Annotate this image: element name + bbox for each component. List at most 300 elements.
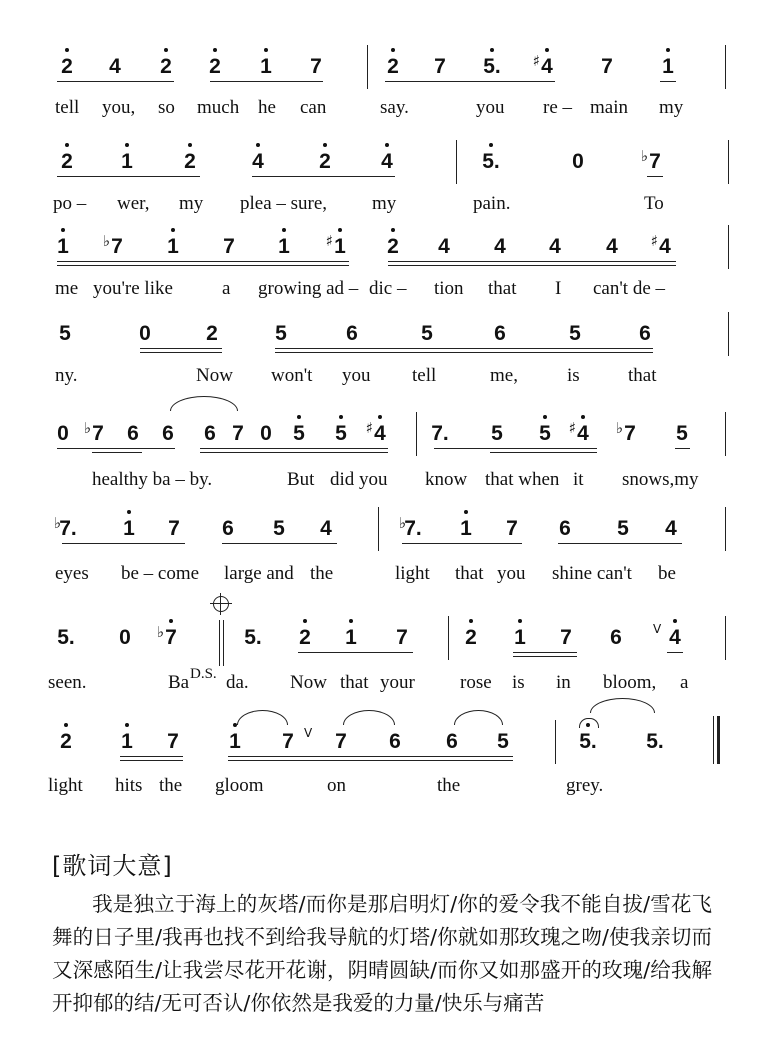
note-digit: 0 <box>139 322 151 345</box>
note-digit: 4 <box>549 235 561 258</box>
beam-underline <box>660 81 676 82</box>
lyric-word: that <box>340 672 369 693</box>
note-digit: 4 <box>438 235 450 258</box>
high-octave-dot-icon <box>391 48 395 52</box>
note <box>532 52 558 79</box>
lyric-word: your <box>380 672 415 693</box>
lyric-word: won't <box>271 365 313 386</box>
beam-underline <box>57 81 174 82</box>
lyric-word: know <box>425 469 468 490</box>
high-octave-dot-icon <box>65 48 69 52</box>
note <box>83 419 109 446</box>
high-octave-dot-icon <box>385 143 389 147</box>
note <box>365 419 391 446</box>
lyric-word: can <box>300 97 327 118</box>
bar-line <box>456 140 457 184</box>
double-bar-line <box>219 620 220 666</box>
lyric-word: Now <box>290 672 327 693</box>
note-digit: 7 <box>601 55 613 78</box>
lyric-word: plea – sure, <box>240 193 328 214</box>
lyric-word: can't de – <box>593 278 666 299</box>
note <box>615 419 641 446</box>
lyric-word: say. <box>380 97 409 118</box>
note <box>492 730 514 754</box>
note <box>341 322 363 346</box>
high-octave-dot-icon <box>297 415 301 419</box>
breath-mark-icon: V <box>653 622 662 636</box>
high-octave-dot-icon <box>666 48 670 52</box>
lyric-word: wer, <box>117 193 150 214</box>
note <box>52 235 74 259</box>
beam-underline <box>490 448 597 449</box>
note-digit: 2 <box>209 55 221 78</box>
note-digit: 6 <box>389 730 401 753</box>
note-digit: 4 <box>252 150 264 173</box>
note <box>294 626 316 650</box>
high-octave-dot-icon <box>282 228 286 232</box>
note-digit: 4 <box>659 235 671 258</box>
note-digit: 7 <box>560 626 572 649</box>
lyrics-translation-paragraph <box>52 888 712 1020</box>
high-octave-dot-icon <box>391 228 395 232</box>
note <box>657 55 679 79</box>
note <box>340 626 362 650</box>
lyric-word: da. <box>226 672 249 693</box>
lyric-word: growing ad – <box>258 278 359 299</box>
high-octave-dot-icon <box>464 510 468 514</box>
note-digit: 5 <box>335 422 347 445</box>
bar-line <box>725 412 726 456</box>
note <box>382 235 404 259</box>
note-digit: 1 <box>121 150 133 173</box>
note-digit: 6 <box>610 626 622 649</box>
note <box>391 626 413 650</box>
beam-underline <box>92 448 142 449</box>
lyric-word: my <box>372 193 397 214</box>
sharp-icon: ♯ <box>568 419 576 437</box>
note-digit: 5 <box>273 517 285 540</box>
note <box>255 55 277 79</box>
lyric-word: bloom, <box>603 672 657 693</box>
lyric-word: eyes <box>55 563 89 584</box>
coda-sign-icon <box>213 596 229 612</box>
ds-marking: D.S. <box>190 666 217 682</box>
lyric-word: my <box>659 97 684 118</box>
note <box>660 517 682 541</box>
note-digit: 1 <box>229 730 241 753</box>
high-octave-dot-icon <box>323 143 327 147</box>
high-octave-dot-icon <box>543 415 547 419</box>
note-digit: 7 <box>335 730 347 753</box>
note <box>242 626 264 650</box>
high-octave-dot-icon <box>64 723 68 727</box>
note-digit: 5. <box>482 150 500 173</box>
note-digit: 7 <box>649 150 661 173</box>
note <box>429 422 451 446</box>
high-octave-dot-icon <box>264 48 268 52</box>
note-digit: 0 <box>260 422 272 445</box>
note <box>382 55 404 79</box>
note <box>605 626 627 650</box>
high-octave-dot-icon <box>338 228 342 232</box>
tie-slur-arc <box>237 710 288 725</box>
lyric-word: I <box>555 278 562 299</box>
note <box>376 150 398 174</box>
note-digit: 1 <box>167 235 179 258</box>
high-octave-dot-icon <box>489 143 493 147</box>
note <box>554 517 576 541</box>
note <box>612 517 634 541</box>
note <box>429 55 451 79</box>
lyric-word: Now <box>196 365 233 386</box>
note-digit: 2 <box>299 626 311 649</box>
note <box>416 322 438 346</box>
note-digit: 7 <box>165 626 177 649</box>
sharp-icon: ♯ <box>365 419 373 437</box>
sharp-icon: ♯ <box>325 232 333 250</box>
note-digit: 7. <box>404 517 422 540</box>
lyric-word: be <box>658 563 676 584</box>
note-digit: 2 <box>184 150 196 173</box>
lyric-word: the <box>437 775 461 796</box>
bar-line <box>728 312 729 356</box>
note-digit: 6 <box>494 322 506 345</box>
note-digit: 6 <box>204 422 216 445</box>
lyric-word: it <box>573 469 584 490</box>
note <box>315 517 337 541</box>
note-digit: 5 <box>676 422 688 445</box>
high-octave-dot-icon <box>303 619 307 623</box>
lyric-word: you, <box>102 97 136 118</box>
note <box>116 730 138 754</box>
beam-underline <box>222 543 337 544</box>
note <box>55 730 77 754</box>
note <box>227 422 249 446</box>
high-octave-dot-icon <box>171 228 175 232</box>
beam-underline-second <box>513 656 577 657</box>
beam-underline <box>140 348 222 349</box>
note <box>224 730 246 754</box>
bar-line <box>555 720 556 764</box>
note <box>270 322 292 346</box>
note <box>255 422 277 446</box>
beam-underline <box>513 652 577 653</box>
note <box>501 517 523 541</box>
lyric-word: light <box>48 775 83 796</box>
high-octave-dot-icon <box>490 48 494 52</box>
double-bar-line <box>223 620 224 666</box>
lyric-word: snows,my <box>622 469 699 490</box>
note-digit: 2 <box>465 626 477 649</box>
lyric-word: my <box>179 193 204 214</box>
note <box>201 322 223 346</box>
note-digit: 7 <box>396 626 408 649</box>
note <box>455 517 477 541</box>
lyric-word: gloom <box>215 775 264 796</box>
note <box>567 150 589 174</box>
lyric-word: po – <box>53 193 87 214</box>
lyric-word: pain. <box>473 193 511 214</box>
beam-underline <box>57 261 349 262</box>
bar-line <box>448 616 449 660</box>
lyric-word: re – <box>543 97 573 118</box>
note-digit: 2 <box>387 235 399 258</box>
lyric-word: that <box>488 278 517 299</box>
lyric-word: healthy ba – by. <box>92 469 213 490</box>
note-digit: 1 <box>123 517 135 540</box>
beam-underline <box>57 176 200 177</box>
note-digit: 7. <box>431 422 449 445</box>
breath-mark-icon: V <box>304 726 313 740</box>
note <box>273 235 295 259</box>
note-digit: 6 <box>446 730 458 753</box>
note <box>489 235 511 259</box>
note-digit: 7 <box>92 422 104 445</box>
flat-icon: ♭ <box>53 514 61 532</box>
note <box>54 322 76 346</box>
high-octave-dot-icon <box>349 619 353 623</box>
note-digit: 5 <box>569 322 581 345</box>
high-octave-dot-icon <box>378 415 382 419</box>
note <box>486 422 508 446</box>
note <box>157 422 179 446</box>
high-octave-dot-icon <box>256 143 260 147</box>
beam-underline-second <box>140 352 222 353</box>
beam-underline <box>200 448 388 449</box>
note <box>122 422 144 446</box>
flat-icon: ♭ <box>156 623 164 641</box>
note <box>199 422 221 446</box>
lyrics-meaning-heading: [歌词大意] <box>52 852 173 880</box>
lyric-word: did you <box>330 469 388 490</box>
high-octave-dot-icon <box>545 48 549 52</box>
note <box>441 730 463 754</box>
note <box>268 517 290 541</box>
note <box>330 422 352 446</box>
lyric-word: dic – <box>369 278 407 299</box>
note <box>509 626 531 650</box>
sharp-icon: ♯ <box>532 52 540 70</box>
note-digit: 1 <box>662 55 674 78</box>
note-digit: 7 <box>310 55 322 78</box>
beam-underline-second <box>92 452 142 453</box>
note-digit: 4 <box>320 517 332 540</box>
note-digit: 1 <box>57 235 69 258</box>
note <box>277 730 299 754</box>
note-digit: 1 <box>514 626 526 649</box>
high-octave-dot-icon <box>127 510 131 514</box>
lyric-word: the <box>310 563 334 584</box>
lyric-word: on <box>327 775 346 796</box>
lyric-word: main <box>590 97 628 118</box>
note-digit: 5 <box>617 517 629 540</box>
note <box>634 322 656 346</box>
note-digit: 7 <box>434 55 446 78</box>
note-digit: 1 <box>278 235 290 258</box>
beam-underline-second <box>57 265 349 266</box>
note-digit: 7 <box>624 422 636 445</box>
note <box>330 730 352 754</box>
lyric-word: you <box>342 365 371 386</box>
high-octave-dot-icon <box>65 143 69 147</box>
note-digit: 1 <box>334 235 346 258</box>
high-octave-dot-icon <box>188 143 192 147</box>
note-digit: 2 <box>61 150 73 173</box>
lyric-word: you <box>497 563 526 584</box>
high-octave-dot-icon <box>518 619 522 623</box>
note <box>644 730 666 754</box>
lyric-word: the <box>159 775 183 796</box>
beam-underline-second <box>275 352 653 353</box>
note <box>217 517 239 541</box>
note <box>134 322 156 346</box>
bar-line <box>378 507 379 551</box>
lyric-word: tell <box>412 365 437 386</box>
bar-line <box>725 616 726 660</box>
note <box>577 730 599 754</box>
note-digit: 7 <box>223 235 235 258</box>
note <box>384 730 406 754</box>
note-digit: 5. <box>483 55 501 78</box>
flat-icon: ♭ <box>83 419 91 437</box>
note <box>481 55 503 79</box>
note <box>116 150 138 174</box>
beam-underline <box>252 176 395 177</box>
beam-underline <box>298 652 413 653</box>
lyric-word: shine can't <box>552 563 632 584</box>
flat-icon: ♭ <box>102 232 110 250</box>
note-digit: 0 <box>57 422 69 445</box>
note-digit: 5 <box>59 322 71 345</box>
beam-underline <box>120 756 183 757</box>
bar-line <box>725 507 726 551</box>
tie-slur-arc <box>343 710 395 725</box>
note <box>162 235 184 259</box>
note-digit: 6 <box>346 322 358 345</box>
note-digit: 2 <box>206 322 218 345</box>
high-octave-dot-icon <box>61 228 65 232</box>
note-digit: 4 <box>606 235 618 258</box>
lyric-word: seen. <box>48 672 87 693</box>
note <box>568 419 594 446</box>
note-digit: 4 <box>381 150 393 173</box>
note-digit: 7 <box>232 422 244 445</box>
note-digit: 7 <box>506 517 518 540</box>
lyric-word: me, <box>490 365 518 386</box>
note <box>480 150 502 174</box>
note-digit: 4 <box>494 235 506 258</box>
note-digit: 4 <box>374 422 386 445</box>
beam-underline-second <box>490 452 597 453</box>
note-digit: 4 <box>669 626 681 649</box>
lyric-word: But <box>287 469 315 490</box>
note-digit: 4 <box>109 55 121 78</box>
note-digit: 0 <box>119 626 131 649</box>
lyric-word: hits <box>115 775 143 796</box>
note <box>204 55 226 79</box>
note-digit: 7 <box>167 730 179 753</box>
high-octave-dot-icon <box>339 415 343 419</box>
bar-line <box>725 45 726 89</box>
fermata-icon <box>579 718 599 728</box>
flat-icon: ♭ <box>640 147 648 165</box>
note <box>601 235 623 259</box>
note-digit: 5 <box>421 322 433 345</box>
note <box>162 730 184 754</box>
high-octave-dot-icon <box>673 619 677 623</box>
note-digit: 5 <box>275 322 287 345</box>
flat-icon: ♭ <box>615 419 623 437</box>
high-octave-dot-icon <box>581 415 585 419</box>
lyric-word: he <box>258 97 276 118</box>
high-octave-dot-icon <box>469 619 473 623</box>
note <box>156 623 182 650</box>
note-digit: 5 <box>293 422 305 445</box>
lyric-word: To <box>644 193 664 214</box>
note-digit: 7 <box>111 235 123 258</box>
note <box>218 235 240 259</box>
note <box>398 514 424 541</box>
high-octave-dot-icon <box>164 48 168 52</box>
lyric-word: rose <box>460 672 492 693</box>
note-digit: 2 <box>160 55 172 78</box>
translation-text: 我是独立于海上的灰塔/而你是那启明灯/你的爱令我不能自拔/雪花飞舞的日子里/我再也找不到给我导航的灯塔/你就如那玫瑰之吻/使我亲切而又深感陌生/让我尝尽花开花谢，阴晴圆缺/而你又如那盛开的玫瑰/给我解开抑郁的结/无可否认/你依然是我爱的力量/快乐与痛苦 <box>52 892 712 1015</box>
beam-underline <box>210 81 323 82</box>
beam-underline <box>388 261 676 262</box>
note <box>460 626 482 650</box>
beam-underline-second <box>120 760 183 761</box>
lyric-word: that <box>628 365 657 386</box>
bar-line <box>728 225 729 269</box>
note <box>288 422 310 446</box>
beam-underline <box>385 81 555 82</box>
note <box>247 150 269 174</box>
note <box>325 232 351 259</box>
lyric-word: much <box>197 97 240 118</box>
note <box>596 55 618 79</box>
note-digit: 2 <box>387 55 399 78</box>
lyric-word: you <box>476 97 505 118</box>
sharp-icon: ♯ <box>650 232 658 250</box>
lyric-word: large and <box>224 563 294 584</box>
lyric-word: is <box>512 672 525 693</box>
note-digit: 5 <box>539 422 551 445</box>
flat-icon: ♭ <box>398 514 406 532</box>
note <box>534 422 556 446</box>
note <box>671 422 693 446</box>
beam-underline <box>62 543 185 544</box>
note <box>650 232 676 259</box>
note <box>118 517 140 541</box>
note-digit: 6 <box>127 422 139 445</box>
beam-underline-second <box>388 265 676 266</box>
bar-line <box>367 45 368 89</box>
beam-underline <box>675 448 690 449</box>
lyric-word: me <box>55 278 79 299</box>
note-underline <box>647 176 663 177</box>
final-bar-line-thick <box>717 716 720 764</box>
note-digit: 2 <box>60 730 72 753</box>
lyric-word: tion <box>434 278 464 299</box>
high-octave-dot-icon <box>169 619 173 623</box>
note-digit: 5. <box>57 626 75 649</box>
lyric-word: that when <box>485 469 560 490</box>
note-digit: 7 <box>168 517 180 540</box>
note-digit: 6 <box>639 322 651 345</box>
note-digit: 7 <box>282 730 294 753</box>
note <box>52 422 74 446</box>
note-digit: 1 <box>460 517 472 540</box>
